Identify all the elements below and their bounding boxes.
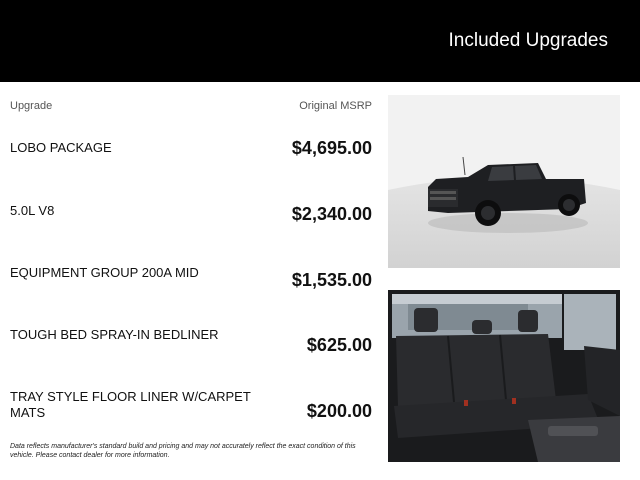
upgrade-name: TOUGH BED SPRAY-IN BEDLINER <box>10 327 219 342</box>
upgrade-price: $2,340.00 <box>291 204 372 224</box>
header-bar <box>0 0 640 82</box>
column-header-upgrade: Upgrade <box>10 100 53 112</box>
upgrade-name: LOBO PACKAGE <box>10 140 112 155</box>
column-header-msrp: Original MSRP <box>299 100 372 112</box>
upgrade-name: TRAY STYLE FLOOR LINER W/CARPET MATS <box>10 389 251 420</box>
upgrade-name: 5.0L V8 <box>10 203 55 218</box>
upgrade-price: $1,535.00 <box>291 270 372 290</box>
upgrade-price: $4,695.00 <box>291 138 372 158</box>
upgrade-price: $200.00 <box>306 401 372 421</box>
upgrade-name: EQUIPMENT GROUP 200A MID <box>10 265 199 280</box>
upgrade-price: $625.00 <box>306 335 372 355</box>
disclaimer-text: Data reflects manufacturer's standard build and pricing and may not accurately reflect the exact condition of this vehicle. Please contact dealer for more information. <box>10 443 356 459</box>
truck-exterior-image <box>388 95 620 268</box>
rear-seat-interior-image <box>388 290 620 462</box>
page-title: Included Upgrades <box>448 30 608 51</box>
